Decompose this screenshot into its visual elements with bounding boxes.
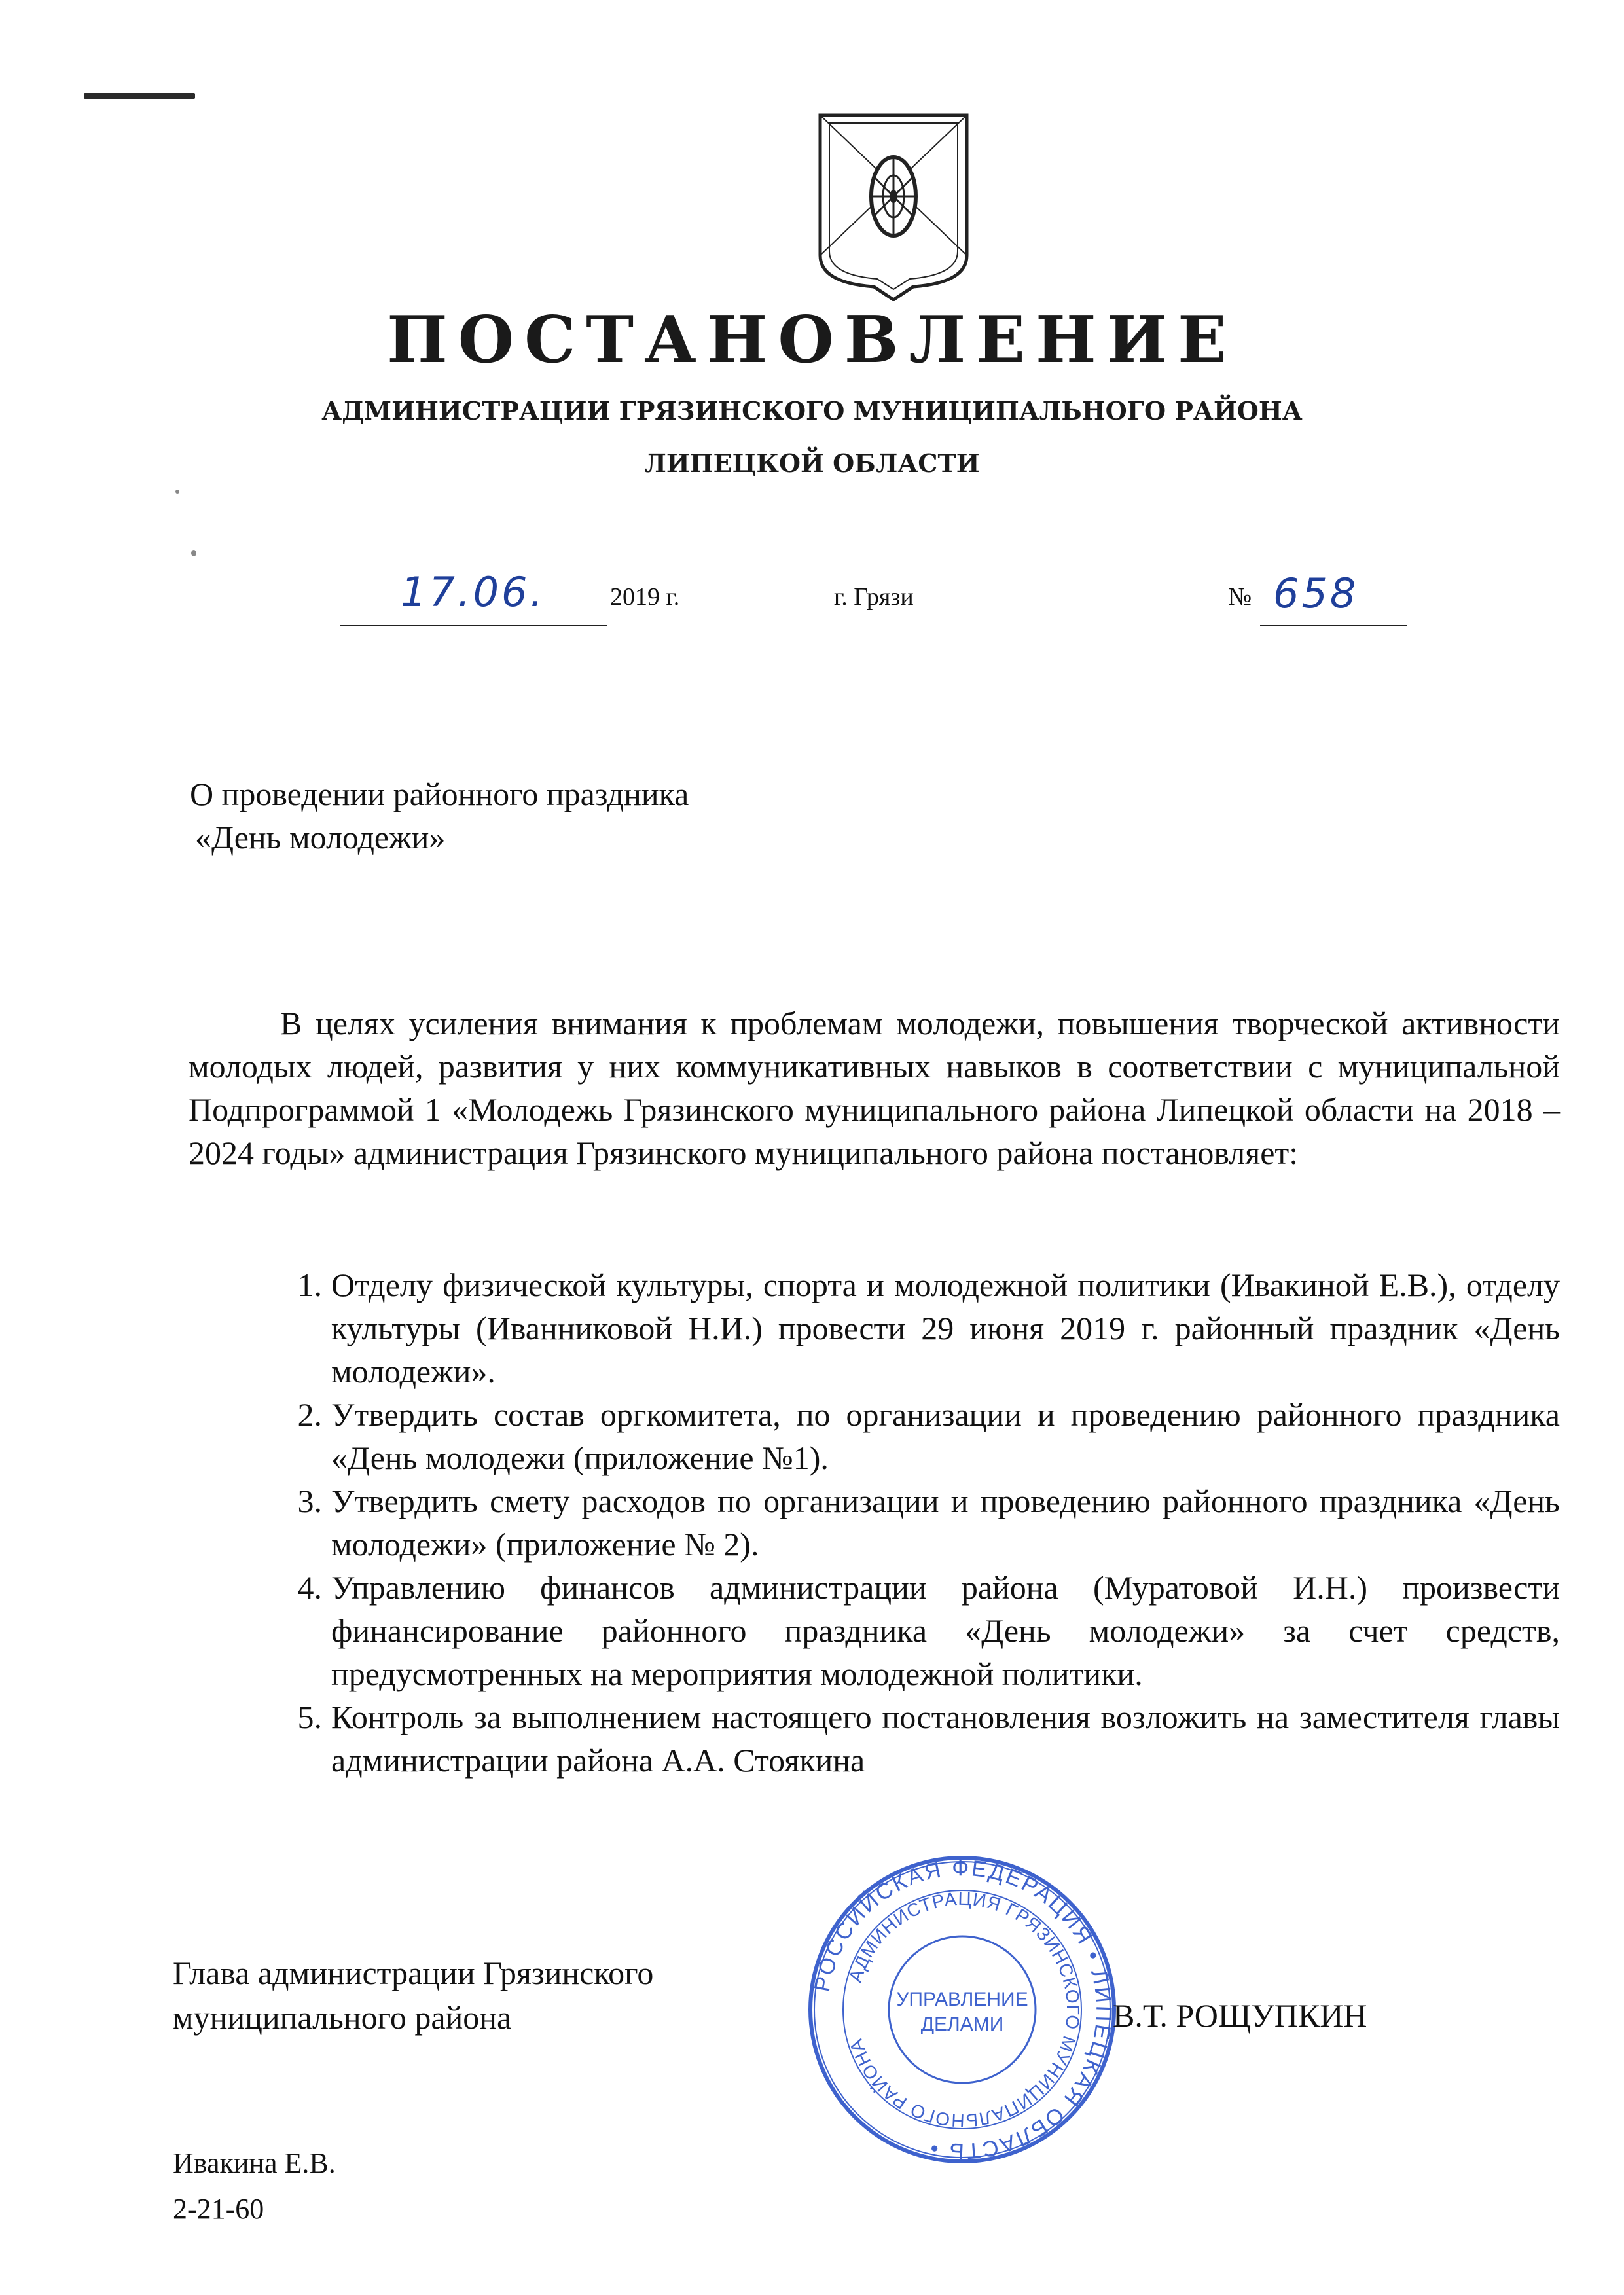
- document-city: г. Грязи: [834, 583, 914, 611]
- coat-of-arms-emblem: [815, 111, 972, 301]
- stamp-center-line-2: ДЕЛАМИ: [920, 2014, 1004, 2035]
- subject-line-1: О проведении районного праздника: [190, 776, 689, 812]
- executor-phone: 2-21-60: [173, 2193, 264, 2225]
- item-number: 3.: [297, 1483, 322, 1519]
- number-underline: [1260, 625, 1407, 626]
- scan-speck: [191, 550, 196, 556]
- signer-position-line-2: муниципального района: [173, 1999, 512, 2036]
- handwritten-number: 658: [1273, 569, 1359, 617]
- signer-position-line-1: Глава администрации Грязинского: [173, 1955, 654, 1991]
- item-text: Контроль за выполнением настоящего постановления возложить на заместителя главы администрации района А.А. Стоякина: [331, 1699, 1560, 1779]
- executor-info: [173, 2141, 336, 2232]
- executor-name: Ивакина Е.В.: [173, 2147, 336, 2179]
- item-text: Утвердить состав оргкомитета, по организации и проведению районного праздника «День молодежи (приложение №1).: [331, 1396, 1560, 1476]
- stamp-center-line-1: УПРАВЛЕНИЕ: [896, 1989, 1028, 2010]
- number-label: №: [1228, 583, 1252, 611]
- document-subject: [190, 772, 689, 859]
- handwritten-date: 17.06.: [401, 568, 546, 616]
- date-underline: [340, 625, 607, 626]
- official-stamp: [805, 1852, 1119, 2167]
- item-number: 1.: [297, 1267, 322, 1303]
- issuer-line-2: ЛИПЕЦКОЙ ОБЛАСТИ: [644, 448, 980, 478]
- signer-position: [173, 1951, 653, 2040]
- subject-line-2: «День молодежи»: [195, 819, 446, 856]
- item-number: 2.: [297, 1396, 322, 1433]
- item-text: Отделу физической культуры, спорта и молодежной политики (Ивакиной Е.В.), отделу культуры (Иванниковой Н.И.) провести 29 июня 2019 г. районный праздник «День молодежи».: [331, 1267, 1560, 1390]
- item-text: Утвердить смету расходов по организации и проведению районного праздника «День молодежи» (приложение № 2).: [331, 1483, 1560, 1563]
- scan-speck: [175, 490, 179, 494]
- scan-artifact-dash: [84, 93, 195, 99]
- stamp-outer-text: РОССИЙСКАЯ ФЕДЕРАЦИЯ • ЛИПЕЦКАЯ ОБЛАСТЬ •: [809, 1855, 1117, 2164]
- signer-name: В.Т. РОЩУПКИН: [1113, 1997, 1367, 2034]
- document-title: ПОСТАНОВЛЕНИЕ: [387, 302, 1237, 378]
- item-text: Управлению финансов администрации района (Муратовой И.Н.) произвести финансирование районного праздника «День молодежи» за счет средств, предусмотренных на мероприятия молодежной политики.: [331, 1569, 1560, 1692]
- item-number: 5.: [297, 1699, 322, 1735]
- document-year: 2019 г.: [610, 583, 680, 611]
- item-number: 4.: [297, 1569, 322, 1606]
- stamp-inner-text: АДМИНИСТРАЦИЯ ГРЯЗИНСКОГО МУНИЦИПАЛЬНОГО РАЙОНА: [844, 1888, 1084, 2131]
- wheel-icon: [871, 157, 916, 236]
- issuer-line-1: АДМИНИСТРАЦИИ ГРЯЗИНСКОГО МУНИЦИПАЛЬНОГО РАЙОНА: [321, 396, 1303, 425]
- preamble-paragraph: В целях усиления внимания к проблемам молодежи, повышения творческой активности молодых людей, развития у них коммуникативных навыков в соответствии с муниципальной Подпрограммой 1 «Молодежь Грязинского муниципального района Липецкой области на 2018 – 2024 годы» администрация Грязинского муниципального района постановляет:: [189, 1005, 1560, 1171]
